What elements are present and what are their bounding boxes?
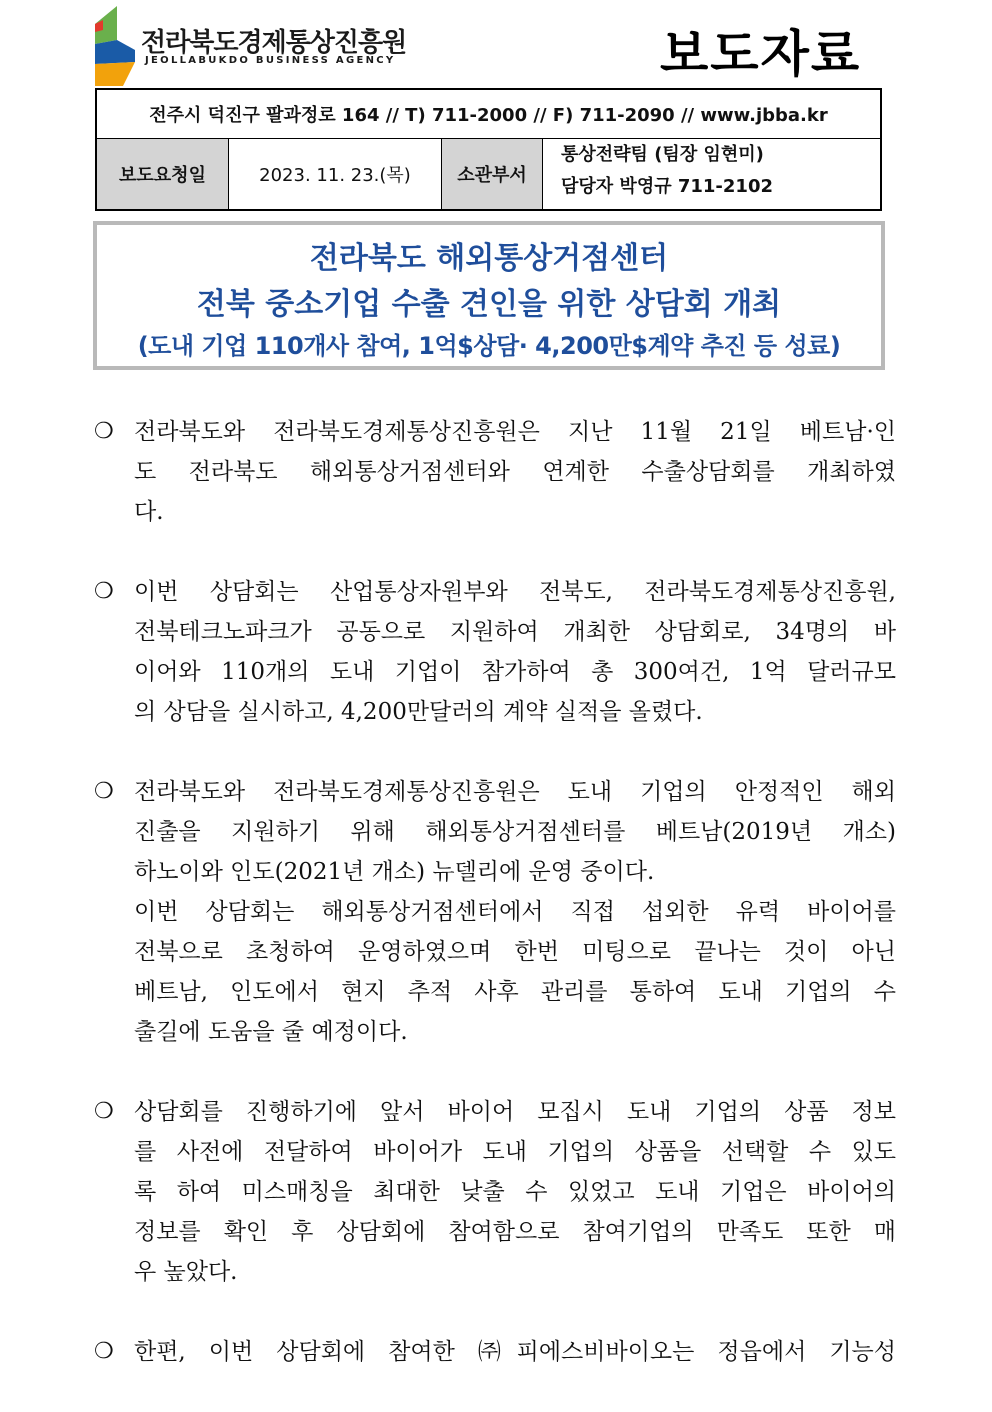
- paragraph-line: 상담회를 진행하기에 앞서 바이어 모집시 도내 기업의 상품 정보: [134, 1099, 896, 1125]
- paragraph-line: 하노이와 인도(2021년 개소) 뉴델리에 운영 중이다.: [134, 859, 655, 885]
- headline-box: [93, 221, 885, 370]
- paragraph-1: [94, 412, 896, 532]
- request-date: 2023. 11. 23.(목): [229, 139, 442, 209]
- headline-subtitle: (도내 기업 110개사 참여, 1억$상담· 4,200만$계약 추진 등 성료): [137, 332, 841, 360]
- headline-line-2: 전북 중소기업 수출 견인을 위한 상담회 개최: [196, 287, 782, 322]
- paragraph-line: 를 사전에 전달하여 바이어가 도내 기업의 상품을 선택할 수 있도: [134, 1139, 896, 1165]
- paragraph-line: 베트남, 인도에서 현지 추적 사후 관리를 통하여 도내 기업의 수: [134, 979, 896, 1005]
- paragraph-2: [94, 572, 896, 732]
- department-cell: [543, 139, 880, 209]
- paragraph-line: 이번 상담회는 산업통상자원부와 전북도, 전라북도경제통상진흥원,: [134, 579, 896, 605]
- document-type-title: 보도자료: [660, 25, 862, 83]
- paragraph-5: [94, 1332, 896, 1372]
- bullet-icon: ❍: [94, 1339, 114, 1364]
- paragraph-line: 다.: [134, 499, 164, 525]
- bullet-icon: ❍: [94, 779, 114, 804]
- paragraph-3: [94, 772, 896, 1052]
- headline-line-1: 전라북도 해외통상거점센터: [309, 241, 669, 276]
- paragraph-line: 진출을 지원하기 위해 해외통상거점센터를 베트남(2019년 개소): [134, 819, 896, 845]
- paragraph-line: 이번 상담회는 해외통상거점센터에서 직접 섭외한 유력 바이어를: [134, 899, 896, 925]
- paragraph-line: 한편, 이번 상담회에 참여한 ㈜피에스비바이오는 정읍에서 기능성: [134, 1339, 896, 1365]
- paragraph-line: 전라북도와 전라북도경제통상진흥원은 도내 기업의 안정적인 해외: [134, 779, 896, 805]
- agency-logo-icon: [95, 6, 139, 86]
- paragraph-line: 전라북도와 전라북도경제통상진흥원은 지난 11월 21일 베트남·인: [134, 419, 896, 445]
- paragraph-line: 전북테크노파크가 공동으로 지원하여 개최한 상담회로, 34명의 바: [134, 619, 896, 645]
- request-date-label: 보도요청일: [97, 139, 229, 209]
- paragraph-line: 정보를 확인 후 상담회에 참여함으로 참여기업의 만족도 또한 매: [134, 1219, 896, 1245]
- org-name-en: JEOLLABUKDO BUSINESS AGENCY: [145, 55, 396, 66]
- paragraph-line: 도 전라북도 해외통상거점센터와 연계한 수출상담회를 개최하였: [134, 459, 896, 485]
- paragraph-line: 의 상담을 실시하고, 4,200만달러의 계약 실적을 올렸다.: [134, 699, 703, 725]
- department: 통상전략팀 (팀장 임현미): [561, 144, 764, 165]
- contact-table: [95, 88, 882, 211]
- paragraph-line: 우 높았다.: [134, 1259, 238, 1285]
- bullet-icon: ❍: [94, 419, 114, 444]
- paragraph-line: 전북으로 초청하여 운영하였으며 한번 미팅으로 끝나는 것이 아닌: [134, 939, 896, 965]
- department-label: 소관부서: [442, 139, 543, 209]
- org-name-ko: 전라북도경제통상진흥원: [141, 28, 407, 58]
- bullet-icon: ❍: [94, 579, 114, 604]
- paragraph-line: 이어와 110개의 도내 기업이 참가하여 총 300여건, 1억 달러규모: [134, 659, 896, 685]
- contact-person: 담당자 박영규 711-2102: [561, 176, 774, 197]
- article-body: [94, 412, 896, 1412]
- contact-row: [97, 139, 880, 209]
- bullet-icon: ❍: [94, 1099, 114, 1124]
- address-line: 전주시 덕진구 팔과정로 164 // T) 711-2000 // F) 711-2090 // www.jbba.kr: [97, 90, 880, 139]
- paragraph-line: 록 하여 미스매칭을 최대한 낮출 수 있었고 도내 기업은 바이어의: [134, 1179, 896, 1205]
- agency-logo: [95, 6, 407, 88]
- paragraph-line: 출길에 도움을 줄 예정이다.: [134, 1019, 408, 1045]
- paragraph-4: [94, 1092, 896, 1292]
